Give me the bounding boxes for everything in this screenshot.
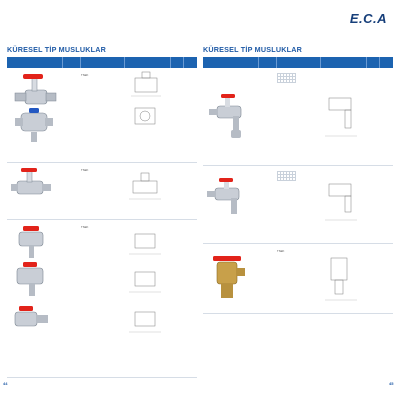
header-description: [81, 57, 125, 68]
quantity-2: [184, 220, 197, 377]
header-technical-drawing: [321, 57, 367, 68]
product-image: [203, 68, 259, 165]
valve-photo-icon: [7, 163, 63, 220]
right-section-title: KÜRESEL TİP MUSLUKLAR: [203, 45, 302, 54]
brand-logo: [350, 11, 387, 27]
product-description: [277, 166, 321, 243]
product-image: [7, 68, 63, 162]
garden-tap-icon: [203, 166, 259, 244]
product-description: [81, 68, 125, 162]
quantity-2: [380, 244, 393, 313]
product-image: [203, 166, 259, 243]
header-image: [7, 57, 63, 68]
feature-list: [81, 225, 125, 229]
dimension-table: [277, 171, 296, 181]
dimension-table: [277, 73, 296, 83]
technical-drawing-icon: [321, 68, 367, 166]
right-page: [203, 45, 393, 314]
table-row: [7, 163, 197, 220]
product-image: [7, 163, 63, 219]
technical-drawing-icon: [125, 220, 171, 378]
product-description: [81, 220, 125, 377]
quantity-1: [367, 244, 380, 313]
table-row: [203, 166, 393, 244]
technical-drawing-icon: [125, 68, 171, 163]
quantity-1: [367, 166, 380, 243]
product-description: [277, 68, 321, 165]
product-codes: [259, 166, 277, 243]
quantity-1: [171, 68, 184, 162]
technical-drawing: [125, 163, 171, 219]
header-quantity-2: [184, 57, 197, 68]
feature-item: TSEK: [81, 225, 89, 229]
product-description: [81, 163, 125, 219]
valve-photo-icon: [7, 68, 63, 163]
technical-drawing: [321, 166, 367, 243]
technical-drawing: [125, 68, 171, 162]
left-page: [7, 45, 197, 378]
technical-drawing: [321, 68, 367, 165]
brand-name: E.C.A: [349, 11, 387, 26]
product-image: [7, 220, 63, 377]
feature-list: [81, 73, 125, 77]
header-code: [259, 57, 277, 68]
garden-tap-icon: [203, 68, 259, 166]
feature-item: TSEK: [81, 73, 89, 77]
technical-drawing-icon: [321, 244, 367, 314]
left-section-title: KÜRESEL TİP MUSLUKLAR: [7, 45, 106, 54]
header-code: [63, 57, 81, 68]
quantity-1: [171, 163, 184, 219]
quantity-2: [380, 166, 393, 243]
feature-list: [277, 249, 321, 253]
brass-valve-icon: [203, 244, 259, 314]
quantity-1: [367, 68, 380, 165]
quantity-1: [171, 220, 184, 377]
header-quantity-1: [367, 57, 380, 68]
technical-drawing: [321, 244, 367, 313]
valve-photo-icon: [7, 220, 63, 378]
right-table-header: [203, 57, 393, 68]
product-codes: [63, 68, 81, 162]
quantity-2: [184, 68, 197, 162]
technical-drawing-icon: [321, 166, 367, 244]
left-table-header: [7, 57, 197, 68]
table-row: [203, 244, 393, 314]
technical-drawing-icon: [125, 163, 171, 220]
page-number-left: 44: [3, 381, 8, 386]
feature-item: TSEK: [277, 249, 285, 253]
header-description: [277, 57, 321, 68]
technical-drawing: [125, 220, 171, 377]
table-row: [203, 68, 393, 166]
product-description: [277, 244, 321, 313]
header-quantity-1: [171, 57, 184, 68]
feature-list: [81, 168, 125, 172]
feature-item: TSEK: [81, 168, 89, 172]
header-quantity-2: [380, 57, 393, 68]
quantity-2: [380, 68, 393, 165]
product-codes: [259, 244, 277, 313]
product-codes: [63, 163, 81, 219]
product-image: [203, 244, 259, 313]
header-image: [203, 57, 259, 68]
header-technical-drawing: [125, 57, 171, 68]
quantity-2: [184, 163, 197, 219]
page-number-right: 45: [389, 381, 394, 386]
product-codes: [63, 220, 81, 377]
table-row: [7, 220, 197, 378]
product-codes: [259, 68, 277, 165]
table-row: [7, 68, 197, 163]
